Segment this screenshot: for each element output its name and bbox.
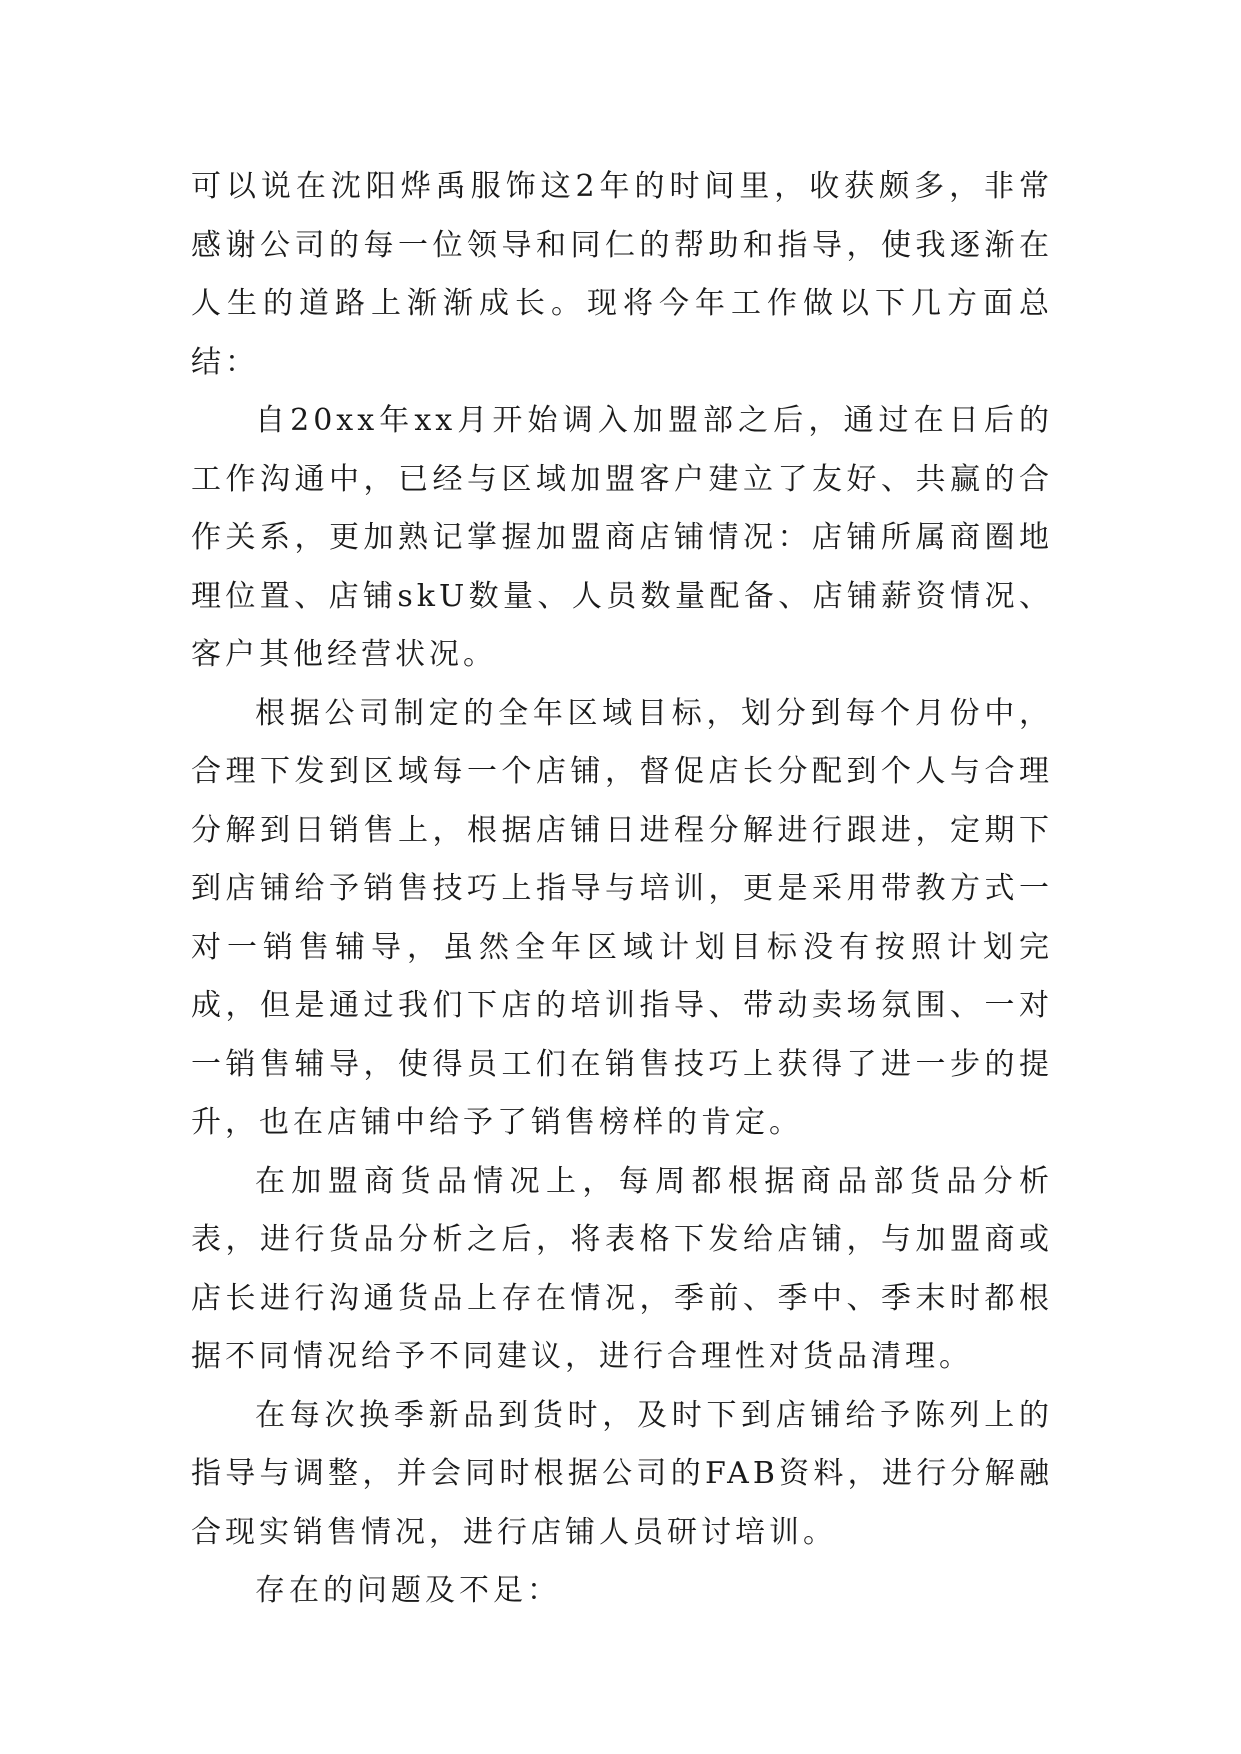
paragraph-franchise-relations: 自20xx年xx月开始调入加盟部之后，通过在日后的工作沟通中，已经与区域加盟客户建立了友好、共赢的合作关系，更加熟记掌握加盟商店铺情况：店铺所属商圈地理位置、店铺skU数量、人员数量配备、店铺薪资情况、客户其他经营状况。 bbox=[191, 403, 1053, 672]
paragraph-new-season: 在每次换季新品到货时，及时下到店铺给予陈列上的指导与调整，并会同时根据公司的FAB资料，进行分解融合现实销售情况，进行店铺人员研讨培训。 bbox=[191, 1397, 1053, 1550]
paragraph-intro: 可以说在沈阳烨禹服饰这2年的时间里，收获颇多，非常感谢公司的每一位领导和同仁的帮助和指导，使我逐渐在人生的道路上渐渐成长。现将今年工作做以下几方面总结： bbox=[191, 169, 1053, 380]
paragraph-problems-heading: 存在的问题及不足： bbox=[255, 1573, 561, 1608]
paragraph-inventory-analysis: 在加盟商货品情况上，每周都根据商品部货品分析表，进行货品分析之后，将表格下发给店铺，与加盟商或店长进行沟通货品上存在情况，季前、季中、季末时都根据不同情况给予不同建议，进行合理性对货品清理。 bbox=[191, 1163, 1053, 1374]
paragraph-sales-targets: 根据公司制定的全年区域目标，划分到每个月份中，合理下发到区域每一个店铺，督促店长分配到个人与合理分解到日销售上，根据店铺日进程分解进行跟进，定期下到店铺给予销售技巧上指导与培训，更是采用带教方式一对一销售辅导，虽然全年区域计划目标没有按照计划完成，但是通过我们下店的培训指导、带动卖场氛围、一对一销售辅导，使得员工们在销售技巧上获得了进一步的提升，也在店铺中给予了销售榜样的肯定。 bbox=[191, 695, 1053, 1140]
body-text bbox=[191, 158, 1053, 1621]
